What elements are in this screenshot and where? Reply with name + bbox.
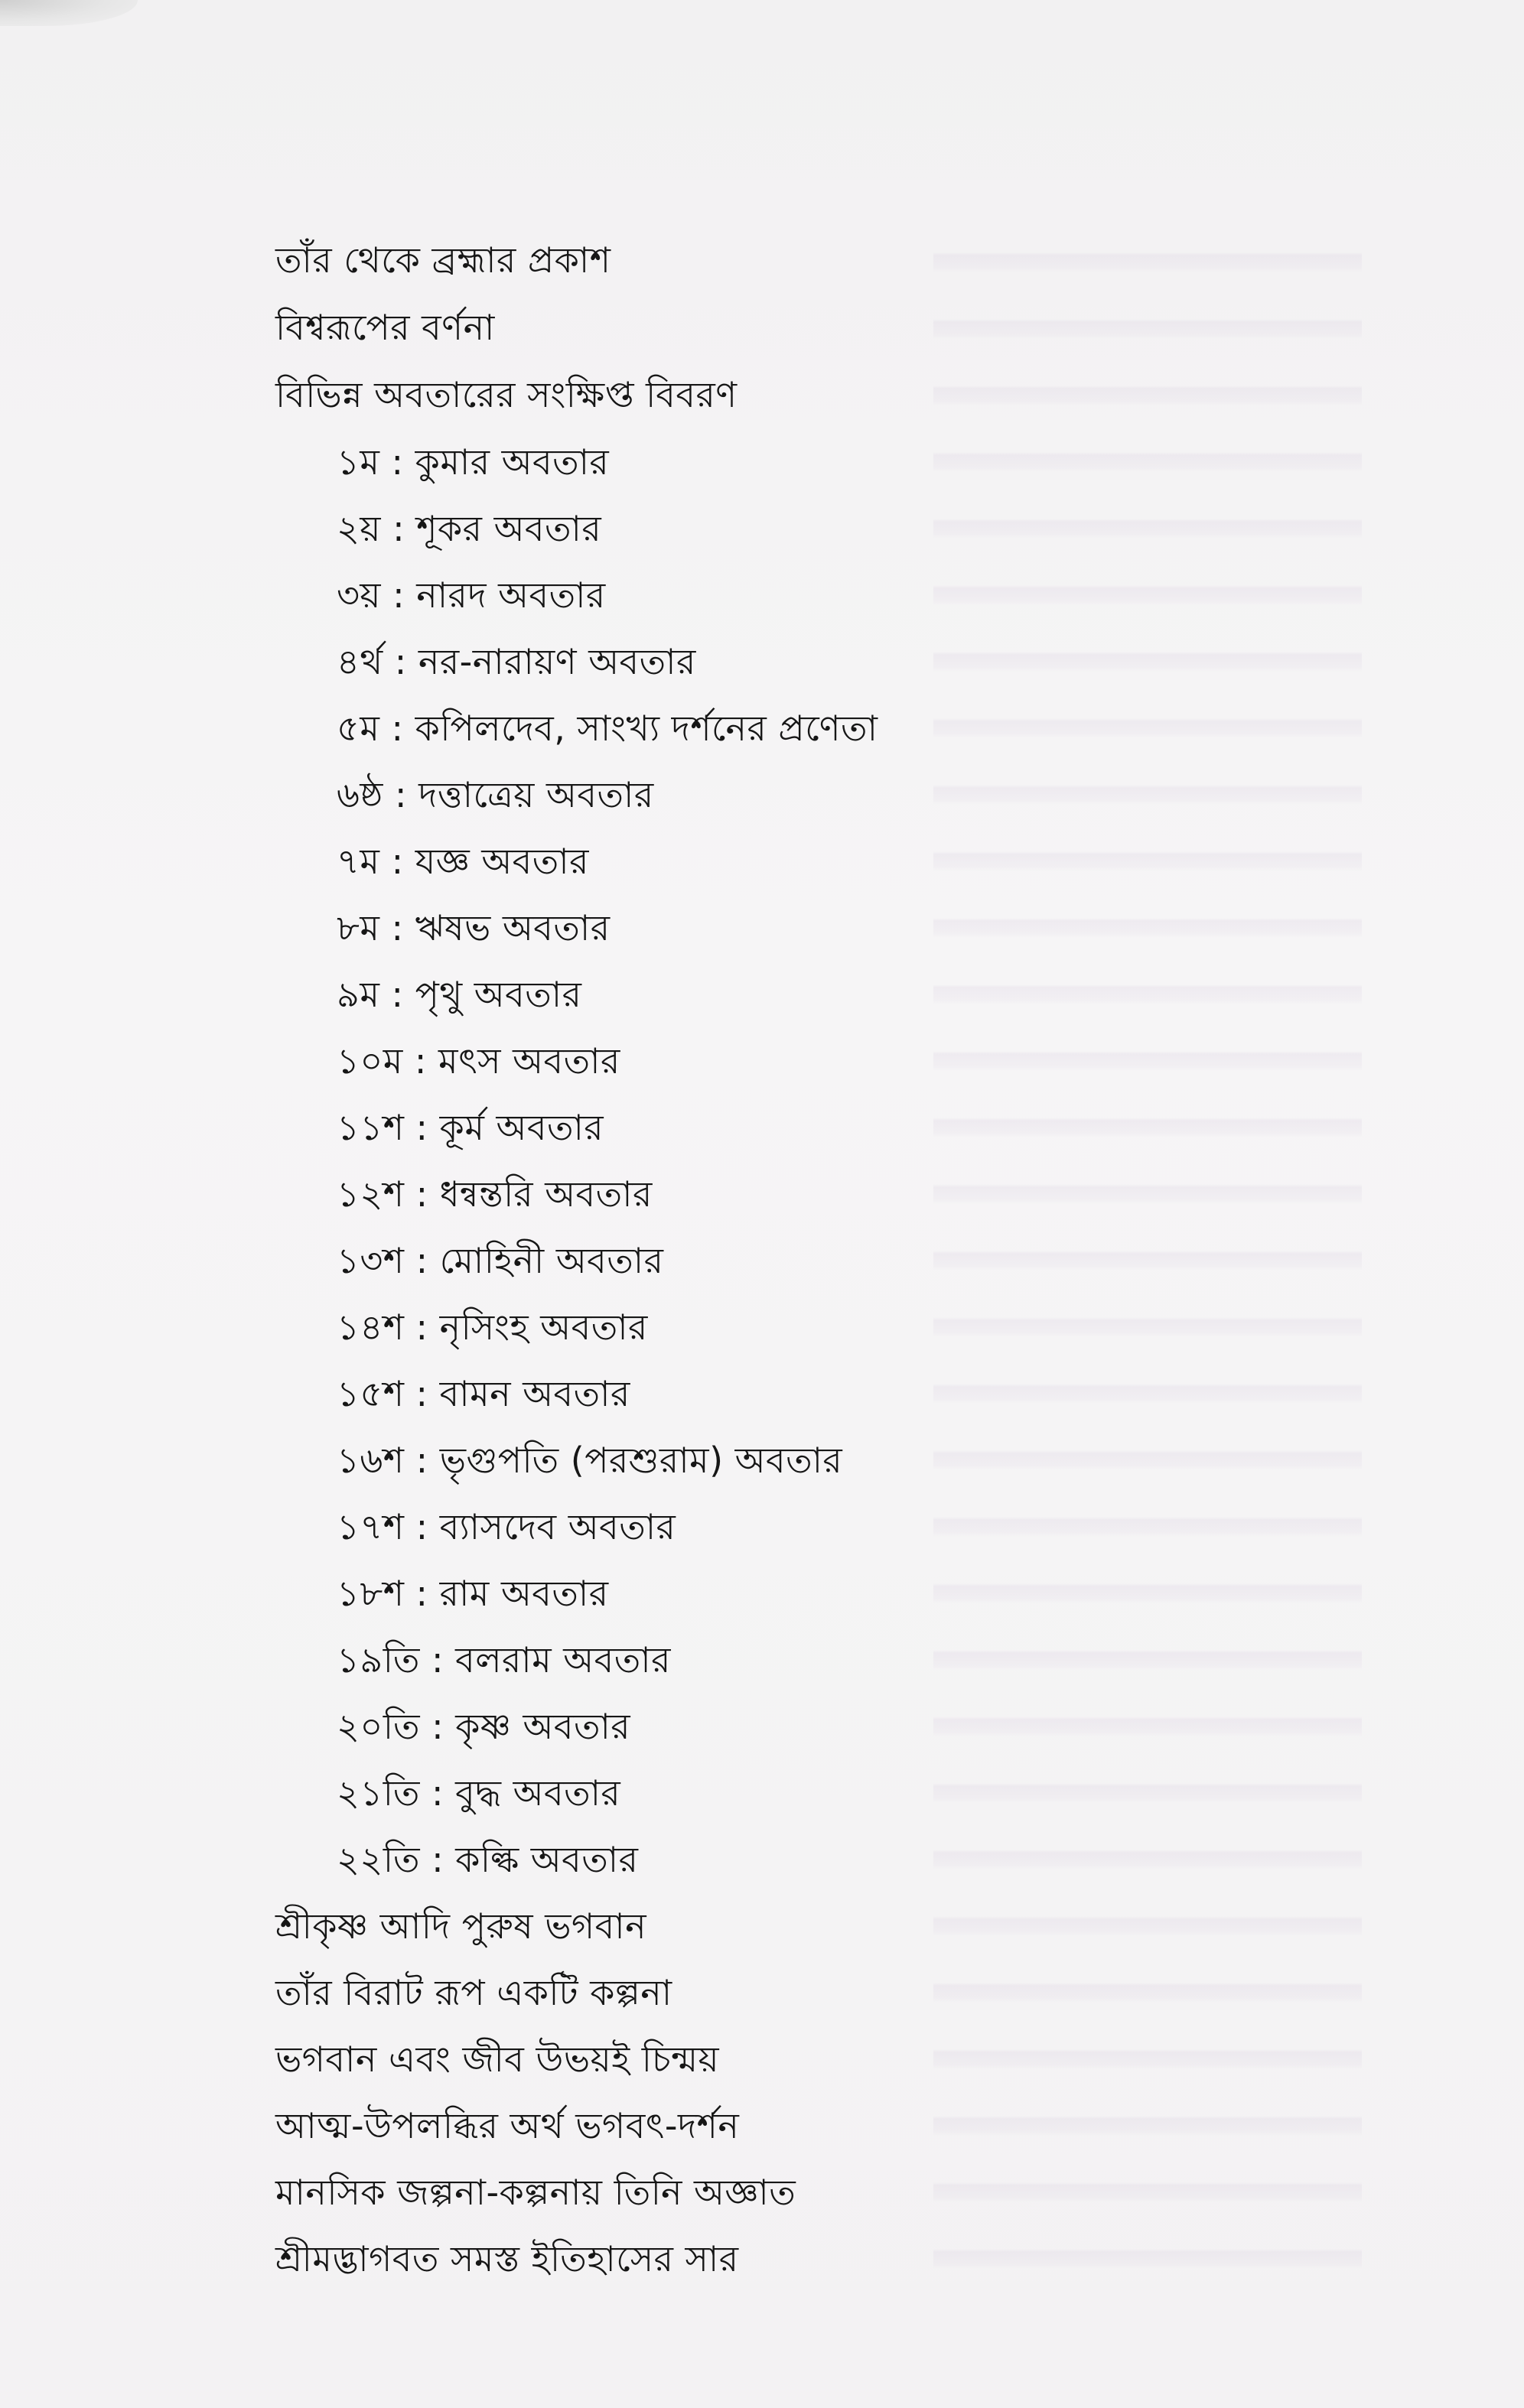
toc-subentry: ২০তি : কৃষ্ণ অবতার — [337, 1706, 631, 1747]
toc-subentry: ১৯তি : বলরাম অবতার — [337, 1639, 671, 1681]
toc-subentry: ৪র্থ : নর-নারায়ণ অবতার — [337, 641, 696, 682]
toc-entry: তাঁর থেকে ব্রহ্মার প্রকাশ — [275, 239, 611, 281]
toc-entry: আত্ম-উপলব্ধির অর্থ ভগবৎ-দর্শন — [275, 2105, 740, 2146]
toc-subentry: ৩য় : নারদ অবতার — [337, 574, 606, 616]
toc-entry: তাঁর বিরাট রূপ একটি কল্পনা — [275, 1972, 672, 2013]
toc-subentry: ৫ম : কপিলদেব, সাংখ্য দর্শনের প্রণেতা — [337, 708, 878, 749]
toc-entry: বিভিন্ন অবতারের সংক্ষিপ্ত বিবরণ — [275, 374, 738, 415]
toc-subentry: ১৪শ : নৃসিংহ অবতার — [337, 1307, 648, 1348]
toc-entry: শ্রীকৃষ্ণ আদি পুরুষ ভগবান — [275, 1905, 647, 1947]
toc-subentry: ১৫শ : বামন অবতার — [337, 1373, 630, 1414]
toc-subentry: ৭ম : যজ্ঞ অবতার — [337, 841, 589, 882]
toc-entry: ভগবান এবং জীব উভয়ই চিন্ময় — [275, 2039, 720, 2080]
toc-subentry: ২২তি : কল্কি অবতার — [337, 1839, 639, 1880]
toc-subentry: ২য় : শূকর অবতার — [337, 508, 602, 549]
toc-subentry: ১ম : কুমার অবতার — [337, 441, 610, 483]
page-corner-shadow — [0, 0, 138, 26]
toc-subentry: ৯ম : পৃথু অবতার — [337, 974, 582, 1015]
toc-subentry: ১০ম : মৎস অবতার — [337, 1040, 620, 1082]
toc-subentry: ১৮শ : রাম অবতার — [337, 1573, 609, 1614]
toc-subentry: ১৩শ : মোহিনী অবতার — [337, 1240, 664, 1281]
toc-subentry: ১৬শ : ভৃগুপতি (পরশুরাম) অবতার — [337, 1440, 843, 1481]
show-through-text — [933, 222, 1362, 2287]
toc-entry: বিশ্বরূপের বর্ণনা — [275, 307, 495, 348]
toc-subentry: ৬ষ্ঠ : দত্তাত্রেয় অবতার — [337, 774, 654, 815]
toc-subentry: ১৭শ : ব্যাসদেব অবতার — [337, 1506, 676, 1547]
toc-subentry: ২১তি : বুদ্ধ অবতার — [337, 1772, 621, 1814]
toc-entry: মানসিক জল্পনা-কল্পনায় তিনি অজ্ঞাত — [275, 2172, 796, 2213]
toc-subentry: ১১শ : কূর্ম অবতার — [337, 1107, 604, 1148]
toc-subentry: ১২শ : ধন্বন্তরি অবতার — [337, 1173, 653, 1215]
toc-subentry: ৮ম : ঋষভ অবতার — [337, 907, 611, 949]
toc-entry: শ্রীমদ্ভাগবত সমস্ত ইতিহাসের সার — [275, 2238, 739, 2279]
